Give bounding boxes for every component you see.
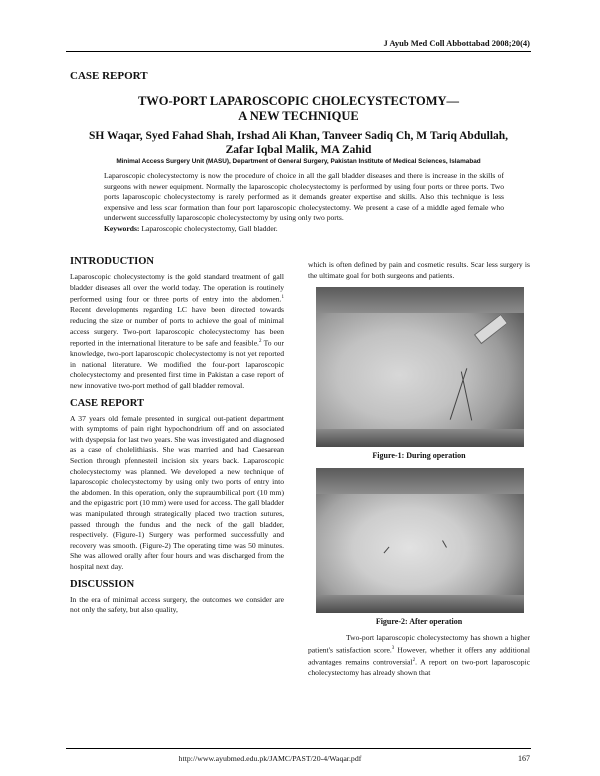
figure-1-caption: Figure-1: During operation — [372, 451, 466, 461]
port-scar — [442, 540, 447, 547]
abstract — [104, 171, 504, 235]
footer-url[interactable]: http://www.ayubmed.edu.pk/JAMC/PAST/20-4/Waqar.pdf — [178, 754, 362, 763]
keywords-line — [104, 224, 504, 235]
citation-1: 1 — [281, 295, 284, 301]
surgical-drape — [316, 429, 524, 447]
abstract-text: Laparoscopic cholecystectomy is now the procedure of choice in all the gall bladder diseases and there is increase in the skills of surgeons with newer equipment. Normally the laparoscopic cholecystectomy is performed by using four ports or three ports. Two ports laparoscopic cholecystectomy is rarely performed as it demands greater expertise and skills. Also this technique is less expensive and less scar formation than four port laparoscopic cholecystectomy. We present a case of a middle aged female who underwent successfully laparoscopic cholecystectomy by using only two ports. — [104, 171, 504, 223]
title-line-2: A NEW TECHNIQUE — [238, 109, 359, 123]
port-scar — [384, 546, 390, 553]
intro-text-c: To our knowledge, two-port laparoscopic cholecystectomy is not yet reported in national literature. We modified the four-port laparoscopic cholecystectomy and presented first time in Pakistan a case report of new innovative two-port method of gall bladder removal. — [70, 338, 285, 390]
case-report-heading: CASE REPORT — [70, 397, 145, 409]
case-report-paragraph: A 37 years old female presented in surgical out-patient department with symptoms of pain right hypochondrium off and on associated with dyspepsia for last two years. She was investigated and diagnosed as a case of cholelithiasis. She was married and had Caesarean Section through pfennesteil incision six years back. Laparoscopic cholecystectomy was planned. We developed a new technique of laparoscopic cholecystectomy by using only two ports of entry into the abdomen. In this operation, only the supraumbilical port (10 mm) and the epigastric port (10 mm) were used for access. The gall bladder was manipulated through strategically placed two traction sutures, passed through the fundus and the neck of the gall bladder, respectively. (Figure-1) Surgery was performed successfully and recovery was smooth. (Figure-2) The operating time was 50 minutes. She was allowed orally after four hours and was discharged from the hospital next day. — [70, 413, 284, 571]
traction-suture — [461, 372, 472, 421]
figure-2-caption: Figure-2: After operation — [375, 616, 463, 626]
laparoscope-port — [474, 314, 508, 344]
figure-2-photo — [316, 468, 524, 613]
right-column — [308, 260, 530, 685]
discussion-heading: DISCUSSION — [70, 578, 135, 590]
article-title — [66, 94, 531, 124]
journal-reference: J Ayub Med Coll Abbottabad 2008;20(4) — [383, 38, 530, 48]
surgical-drape — [316, 468, 524, 494]
left-column — [70, 256, 284, 622]
introduction-heading: INTRODUCTION — [70, 256, 155, 267]
authors-line-2: Zafar Iqbal Malik, MA Zahid — [225, 144, 372, 156]
discussion-paragraph: In the era of minimal access surgery, the outcomes we consider are not only the safety, but also quality, — [70, 594, 284, 615]
footer-rule — [66, 748, 531, 749]
author-list — [66, 129, 531, 157]
citation-2: 2 — [258, 339, 262, 345]
after-text-c: . A report on two-port laparoscopic cholecystectomy has already shown that — [308, 657, 530, 678]
citation-3: 3 — [391, 645, 395, 651]
discussion-paragraph-2 — [308, 633, 530, 678]
authors-line-1: SH Waqar, Syed Fahad Shah, Irshad Ali Khan, Tanveer Sadiq Ch, M Tariq Abdullah, — [88, 130, 509, 142]
citation-2b: 2 — [412, 658, 416, 664]
intro-text-b: Recent developments regarding LC have been directed towards reducing the size or number of ports to achieve the goal of minimal access surgery. Two-port laparoscopic cholecystectomy has been reported in the international literature to be safe and feasible. — [70, 305, 284, 348]
figure-1-photo — [316, 287, 524, 447]
page-number: 167 — [518, 754, 530, 763]
article-type-label: CASE REPORT — [70, 70, 148, 82]
keywords-text: Laparoscopic cholecystectomy, Gall bladder. — [141, 223, 278, 233]
introduction-paragraph — [70, 272, 284, 392]
after-text-b: However, whether it offers any additional advantages remains controversial — [308, 645, 530, 667]
keywords-label: Keywords: — [104, 223, 140, 233]
surgical-drape — [316, 595, 524, 613]
after-text-a: Two-port laparoscopic cholecystectomy has shown a higher patient's satisfaction score. — [308, 633, 530, 655]
affiliation: Minimal Access Surgery Unit (MASU), Department of General Surgery, Pakistan Institute of Medical Sciences, Islamabad — [116, 158, 481, 165]
title-line-1: TWO-PORT LAPAROSCOPIC CHOLECYSTECTOMY— — [137, 94, 460, 108]
discussion-continued: which is often defined by pain and cosmetic results. Scar less surgery is the ultimate goal for both surgeons and patients. — [308, 260, 530, 280]
surgical-drape — [316, 287, 524, 313]
header-rule — [66, 51, 531, 52]
intro-text-a: Laparoscopic cholecystectomy is the gold standard treatment of gall bladder diseases all over the world today. The operation is routinely performed using four or three ports of entry into the abdomen. — [70, 272, 284, 304]
